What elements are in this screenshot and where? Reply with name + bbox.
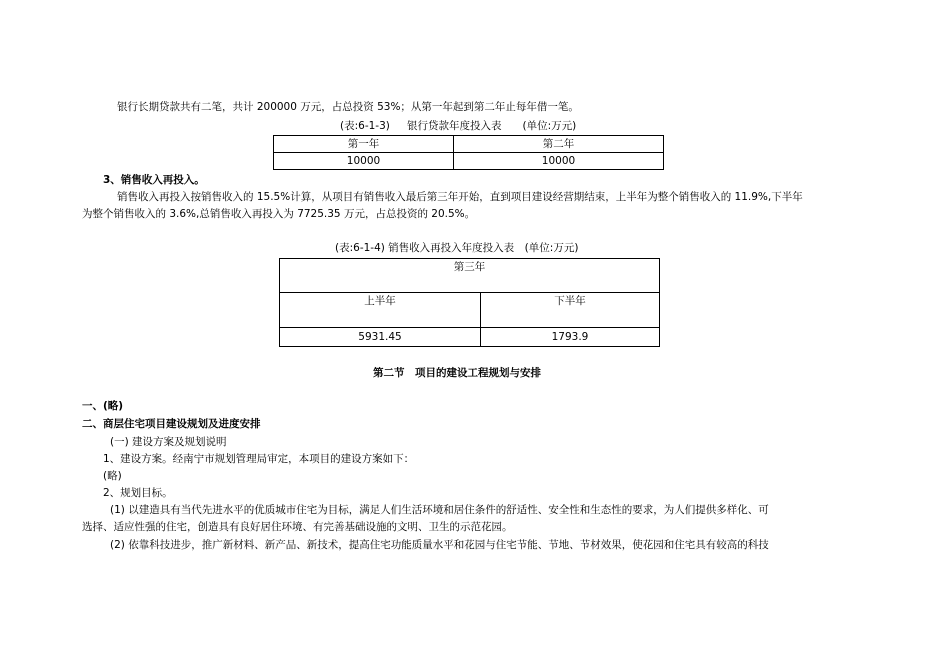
planning-goal-2-line-1: (2) 依靠科技进步，推广新材料、新产品、新技术，提高住宅功能质量水平和花园与住宅节能、节地、节材效果，使花园和住宅具有较高的科技 bbox=[110, 539, 769, 551]
table-2-cell-second-half: 1793.9 bbox=[481, 328, 660, 347]
sales-reinvest-line-2: 为整个销售收入的 3.6%,总销售收入再投入为 7725.35 万元，占总投资的 20.5%。 bbox=[82, 208, 476, 220]
sales-reinvest-line-1: 销售收入再投入按销售收入的 15.5%计算，从项目有销售收入最后第三年开始，直到项目建设经营期结束，上半年为整个销售收入的 11.9%,下半年 bbox=[117, 191, 803, 203]
table-2-header-first-half: 上半年 bbox=[280, 293, 481, 328]
table-1-caption: (表:6-1-3) 银行贷款年度投入表 (单位:万元) bbox=[340, 120, 577, 132]
table-2-year-header: 第三年 bbox=[280, 259, 660, 293]
table-bank-loan bbox=[273, 135, 664, 170]
sales-reinvest-heading: 3、销售收入再投入。 bbox=[103, 174, 205, 186]
item-2-heading: 二、商层住宅项目建设规划及进度安排 bbox=[82, 418, 261, 430]
planning-goal-1-line-2: 选择、适应性强的住宅，创造具有良好居住环境、有完善基础设施的文明、卫生的示范花园。 bbox=[82, 521, 513, 533]
table-1-header-year2: 第二年 bbox=[454, 136, 664, 153]
table-1-cell-year2: 10000 bbox=[454, 153, 664, 170]
table-2-caption: (表:6-1-4) 销售收入再投入年度投入表 (单位:万元) bbox=[335, 242, 579, 254]
paragraph-bank-loan: 银行长期贷款共有二笔，共计 200000 万元，占总投资 53%；从第一年起到第二年止每年借一笔。 bbox=[117, 101, 579, 113]
construction-plan-line: 1、建设方案。经南宁市规划管理局审定，本项目的建设方案如下： bbox=[103, 453, 415, 465]
subsection-1-heading: (一) 建设方案及规划说明 bbox=[110, 436, 227, 448]
table-sales-reinvest bbox=[279, 258, 660, 347]
table-2-cell-first-half: 5931.45 bbox=[280, 328, 481, 347]
table-2-header-second-half: 下半年 bbox=[481, 293, 660, 328]
planning-goal-heading: 2、规划目标。 bbox=[103, 487, 173, 499]
table-1-header-year1: 第一年 bbox=[274, 136, 454, 153]
table-1-cell-year1: 10000 bbox=[274, 153, 454, 170]
section-title: 第二节 项目的建设工程规划与安排 bbox=[373, 367, 541, 379]
construction-plan-note: (略) bbox=[103, 470, 122, 482]
planning-goal-1-line-1: (1) 以建造具有当代先进水平的优质城市住宅为目标，满足人们生活环境和居住条件的舒适性、安全性和生态性的要求，为人们提供多样化、可 bbox=[110, 504, 769, 516]
item-1-heading: 一、(略) bbox=[82, 400, 124, 412]
